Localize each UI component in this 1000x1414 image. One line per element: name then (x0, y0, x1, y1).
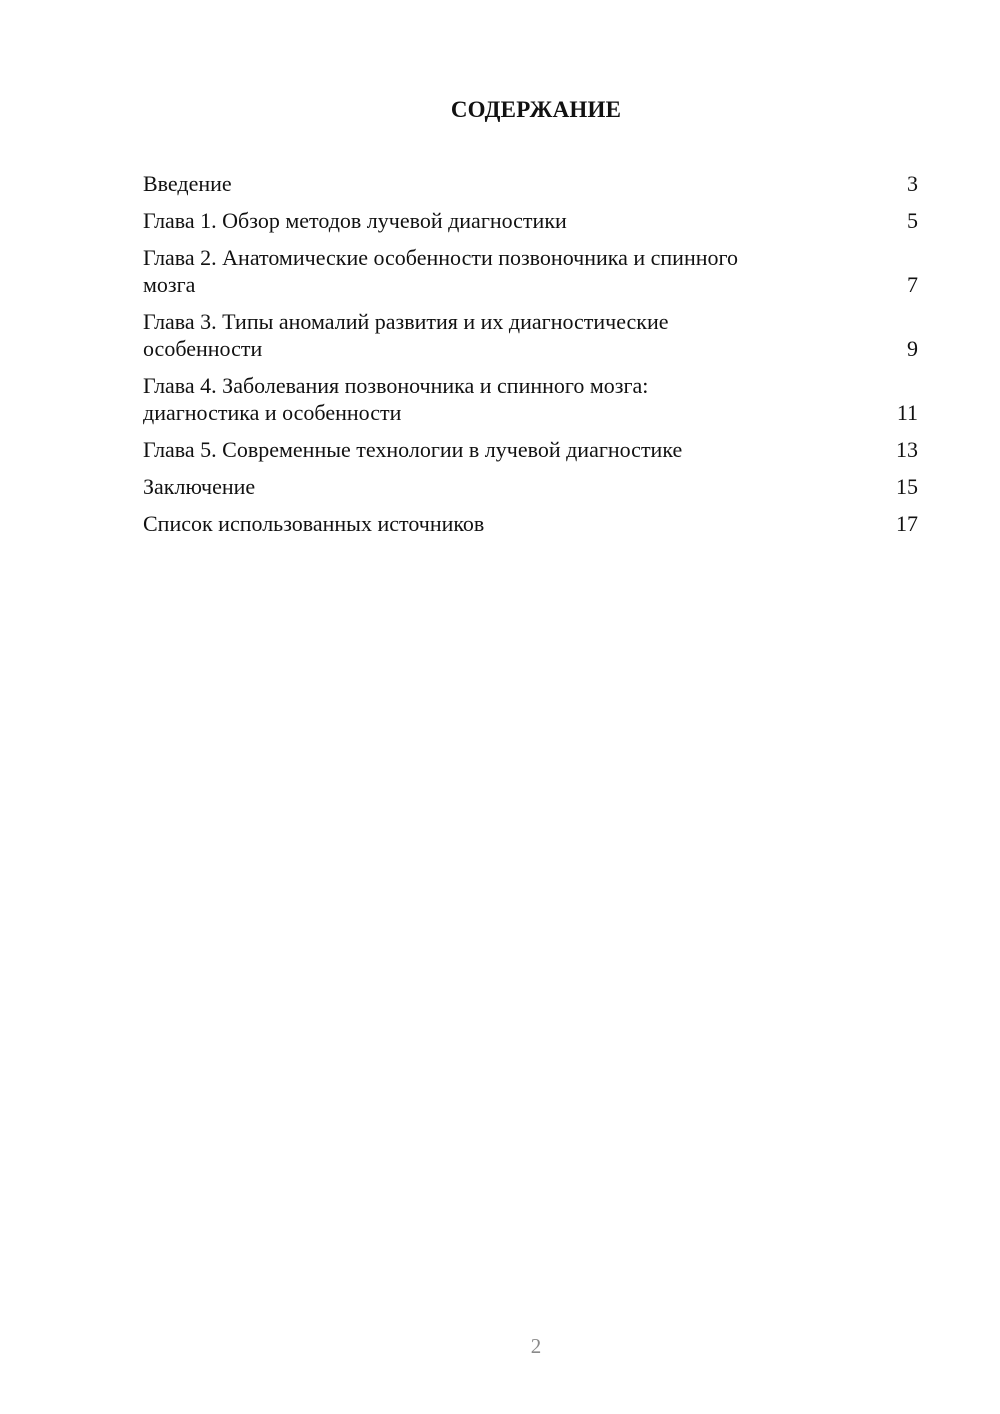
toc-entry-conclusion (143, 473, 918, 500)
toc-entry-label: Глава 1. Обзор методов лучевой диагностики (143, 208, 567, 233)
toc-entry-chapter-2 (143, 244, 918, 298)
toc-entry-page: 15 (896, 474, 918, 499)
table-of-contents (143, 170, 918, 547)
toc-entry-page: 3 (907, 171, 918, 196)
toc-entry-label: Глава 2. Анатомические особенности позвоночника и спинного мозга (143, 245, 738, 297)
toc-entry-chapter-5 (143, 436, 918, 463)
toc-entry-references (143, 510, 918, 537)
toc-entry-label: Заключение (143, 474, 256, 499)
toc-entry-page: 5 (907, 208, 918, 233)
toc-entry-chapter-4 (143, 372, 918, 426)
toc-entry-page: 13 (896, 437, 918, 462)
toc-entry-page: 9 (907, 336, 918, 361)
toc-title: СОДЕРЖАНИЕ (450, 97, 622, 122)
toc-entry-page: 11 (896, 400, 918, 425)
toc-entry-chapter-3 (143, 308, 918, 362)
toc-entry-page: 7 (907, 272, 918, 297)
toc-entry-page: 17 (896, 511, 918, 536)
toc-entry-chapter-1 (143, 207, 918, 234)
toc-entry-label: Глава 4. Заболевания позвоночника и спинного мозга: диагностика и особенности (143, 373, 649, 425)
page-number: 2 (530, 1334, 542, 1358)
toc-entry-label: Глава 5. Современные технологии в лучевой диагностике (143, 437, 683, 462)
toc-entry-introduction (143, 170, 918, 197)
toc-entry-label: Введение (143, 171, 232, 196)
toc-entry-label: Список использованных источников (143, 511, 485, 536)
toc-entry-label: Глава 3. Типы аномалий развития и их диагностические особенности (143, 309, 669, 361)
